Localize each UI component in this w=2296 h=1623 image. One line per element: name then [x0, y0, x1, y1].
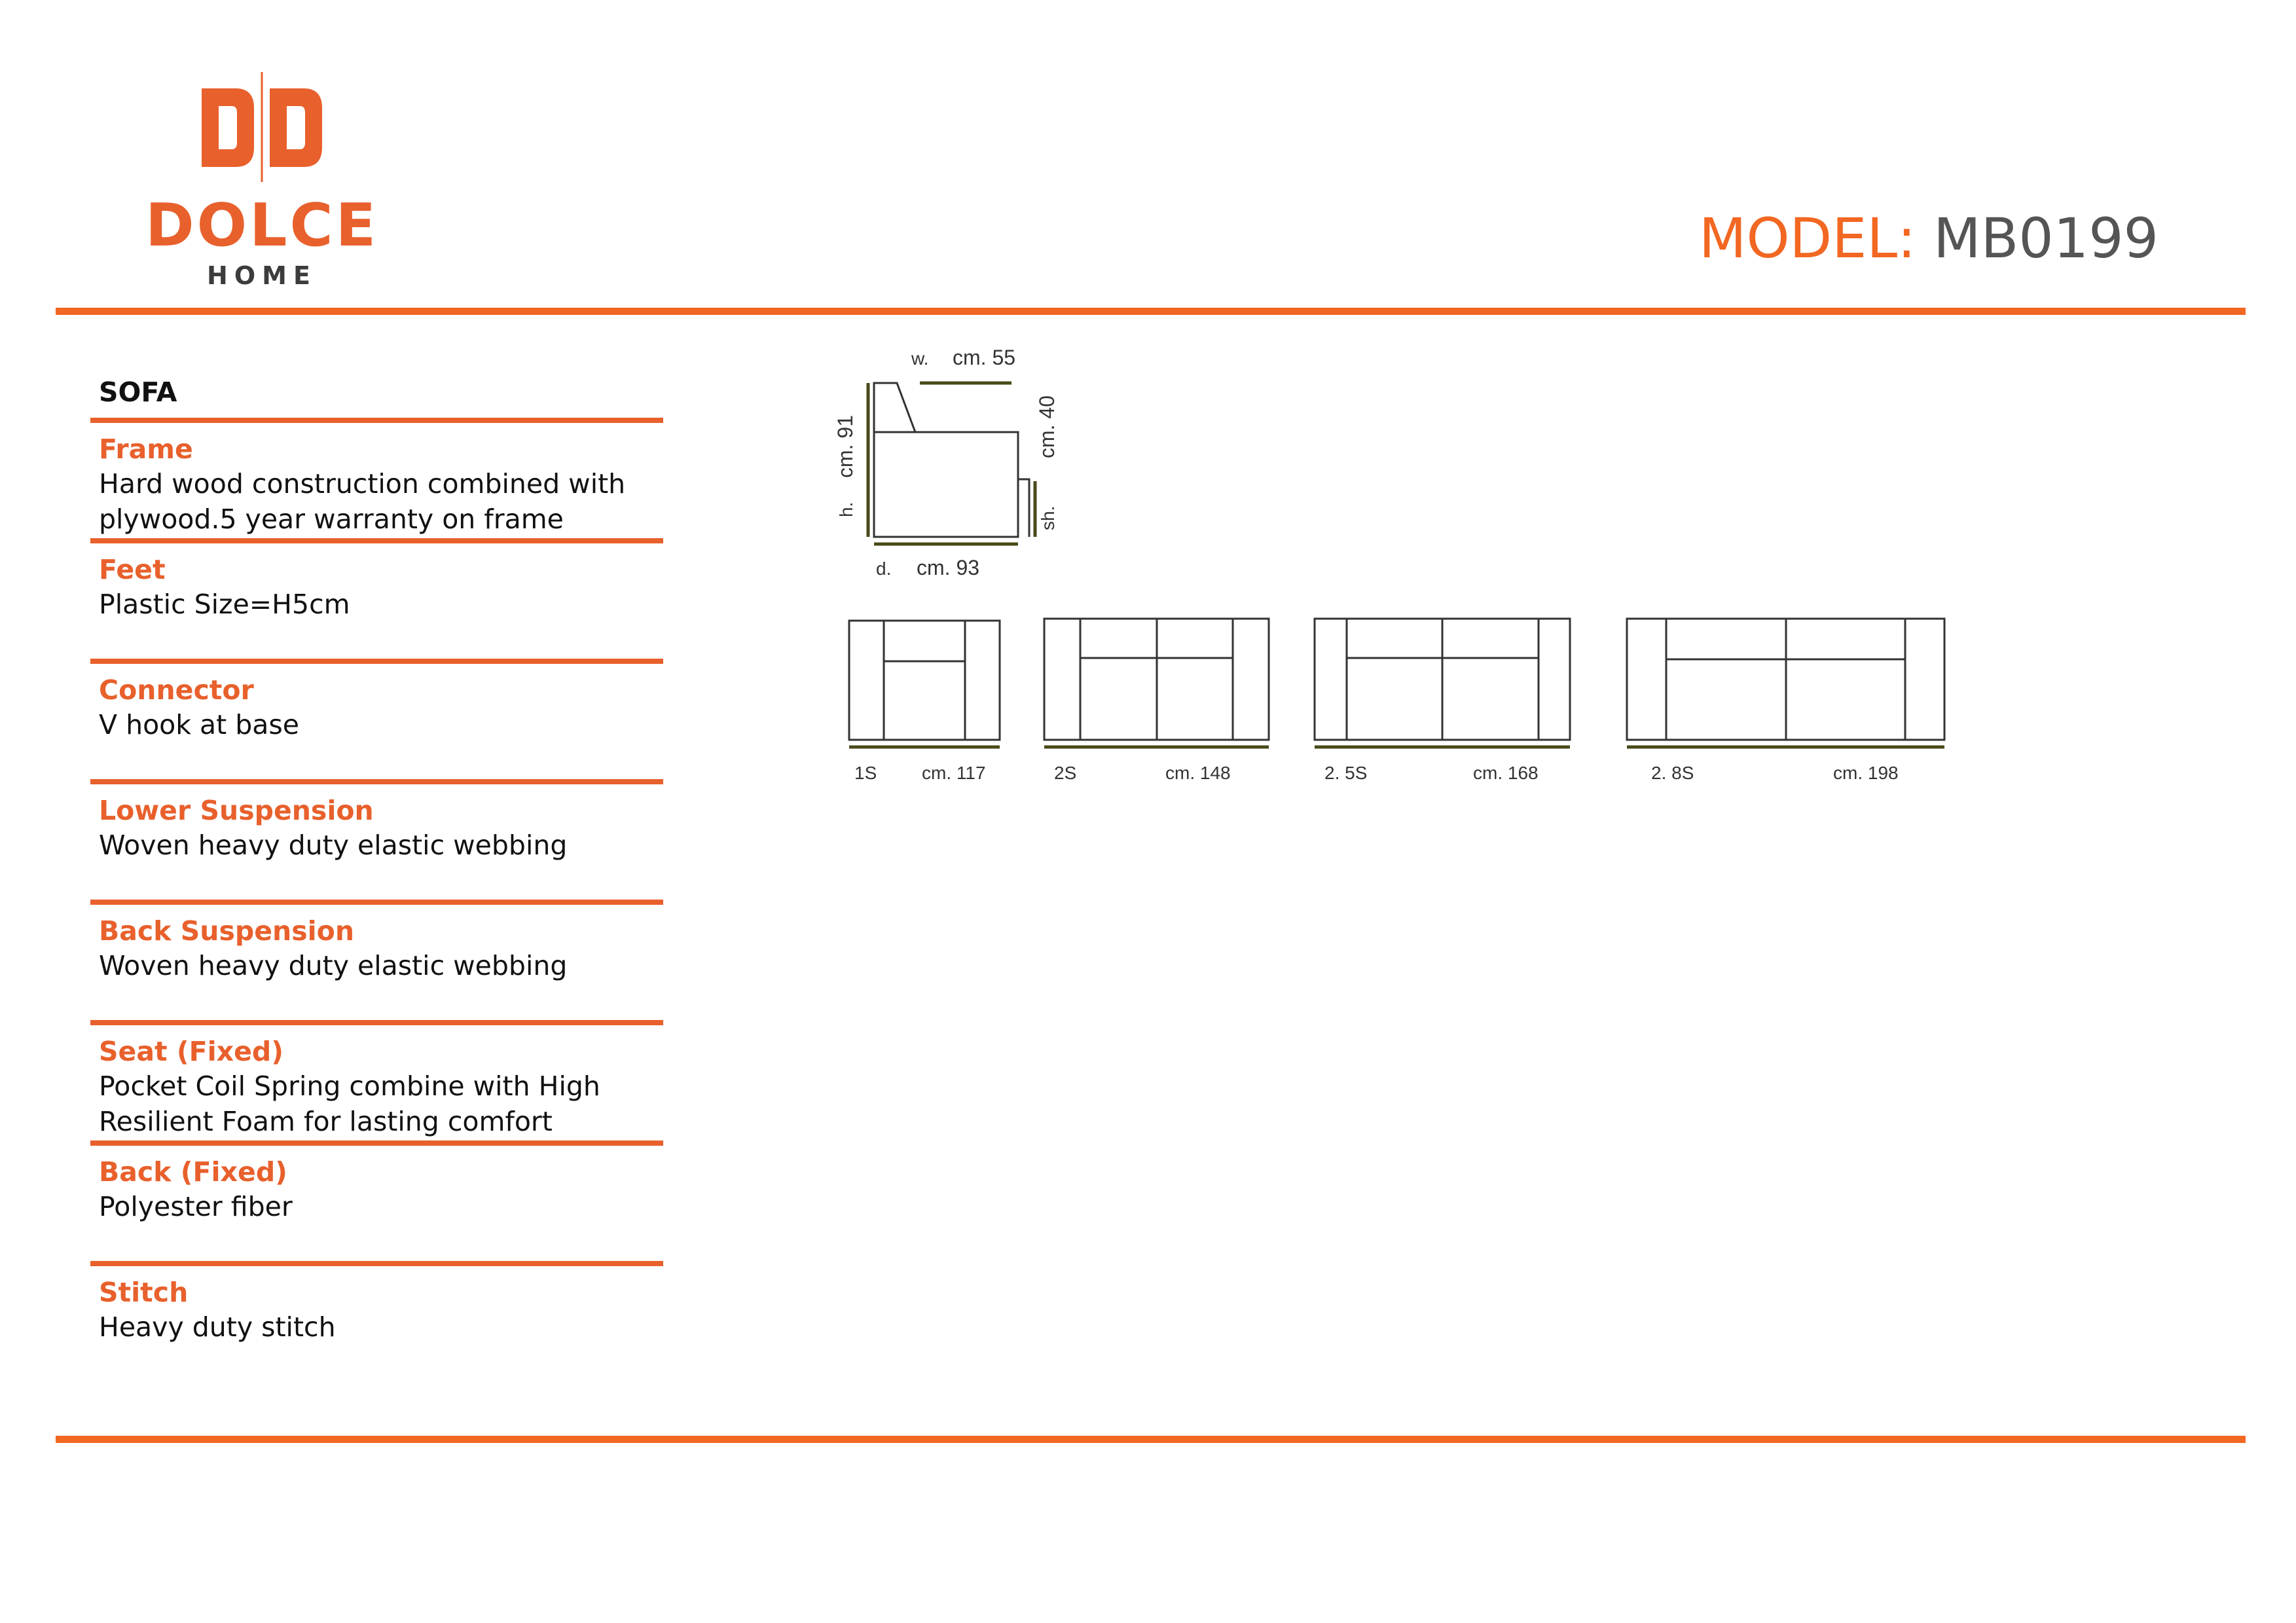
height-prefix: h.	[836, 501, 856, 517]
variant-2-8s-code: 2. 8S	[1651, 763, 1694, 783]
section-heading: Feet	[99, 554, 166, 585]
depth-prefix: d.	[876, 558, 892, 579]
dd-logo-mark-icon	[196, 72, 327, 183]
seat-height-value: cm. 40	[1035, 395, 1059, 458]
variant-1s-width: cm. 117	[922, 763, 986, 783]
section-text: Heavy duty stitch	[99, 1311, 336, 1343]
variant-1s-drawing	[849, 621, 1000, 740]
side-profile-drawing	[874, 383, 1029, 537]
side-dimension-lines	[868, 383, 1035, 544]
section-heading: Back Suspension	[99, 915, 355, 947]
depth-value: cm. 93	[917, 556, 980, 579]
section-text: Plastic Size=H5cm	[99, 589, 350, 620]
spec-section-frame	[90, 418, 663, 538]
logo-sub-text: HOME	[207, 261, 317, 290]
variant-2s-drawing	[1044, 619, 1269, 740]
width-prefix: w.	[911, 348, 929, 369]
variant-1s-code: 1S	[854, 763, 877, 783]
spec-section-feet	[90, 538, 663, 659]
section-text: Polyester fiber	[99, 1191, 293, 1222]
side-back-outline	[874, 383, 915, 432]
variant-2s-width: cm. 148	[1165, 763, 1231, 783]
spec-section-connector	[90, 659, 663, 779]
section-text: V hook at base	[99, 709, 299, 740]
header-divider	[56, 308, 2246, 315]
spec-list	[90, 367, 663, 1381]
variant-2s-code: 2S	[1054, 763, 1077, 783]
seat-height-prefix: sh.	[1038, 505, 1058, 530]
logo-brand-text: DOLCE	[145, 191, 379, 260]
section-heading: Back (Fixed)	[99, 1156, 287, 1188]
model-label: MODEL:	[1698, 206, 1916, 270]
section-heading: Seat (Fixed)	[99, 1036, 284, 1067]
side-arm-detail	[1018, 479, 1029, 537]
footer-divider	[56, 1436, 2246, 1443]
section-text: Resilient Foam for lasting comfort	[99, 1106, 553, 1137]
side-seat-outline	[874, 432, 1018, 537]
dimension-drawing	[812, 327, 1990, 828]
variant-2-8s-width: cm. 198	[1833, 763, 1899, 783]
variant-2-5s-code: 2. 5S	[1324, 763, 1368, 783]
section-heading: Lower Suspension	[99, 795, 374, 826]
variant-2-8s-drawing	[1627, 619, 1944, 740]
spec-section-back	[90, 1140, 663, 1261]
spec-title: SOFA	[99, 376, 177, 408]
spec-section-lower-suspension	[90, 779, 663, 900]
model-number: MB0199	[1933, 206, 2159, 270]
section-text: Woven heavy duty elastic webbing	[99, 830, 568, 861]
section-text: Pocket Coil Spring combine with High	[99, 1070, 600, 1102]
height-value: cm. 91	[833, 414, 857, 478]
variant-2-5s-width: cm. 168	[1473, 763, 1539, 783]
model-heading	[1698, 206, 2159, 270]
section-text: Hard wood construction combined with	[99, 468, 626, 500]
dolce-home-logo	[124, 72, 399, 295]
width-value: cm. 55	[953, 346, 1016, 369]
section-text: plywood.5 year warranty on frame	[99, 503, 564, 535]
spec-section-stitch	[90, 1261, 663, 1381]
section-heading: Stitch	[99, 1277, 189, 1308]
spec-section-back-suspension	[90, 900, 663, 1020]
section-heading: Frame	[99, 433, 193, 465]
spec-section-seat	[90, 1020, 663, 1140]
dimension-drawing-svg	[812, 327, 1990, 825]
section-text: Woven heavy duty elastic webbing	[99, 950, 568, 981]
section-heading: Connector	[99, 674, 254, 706]
variant-2-5s-drawing	[1315, 619, 1570, 740]
